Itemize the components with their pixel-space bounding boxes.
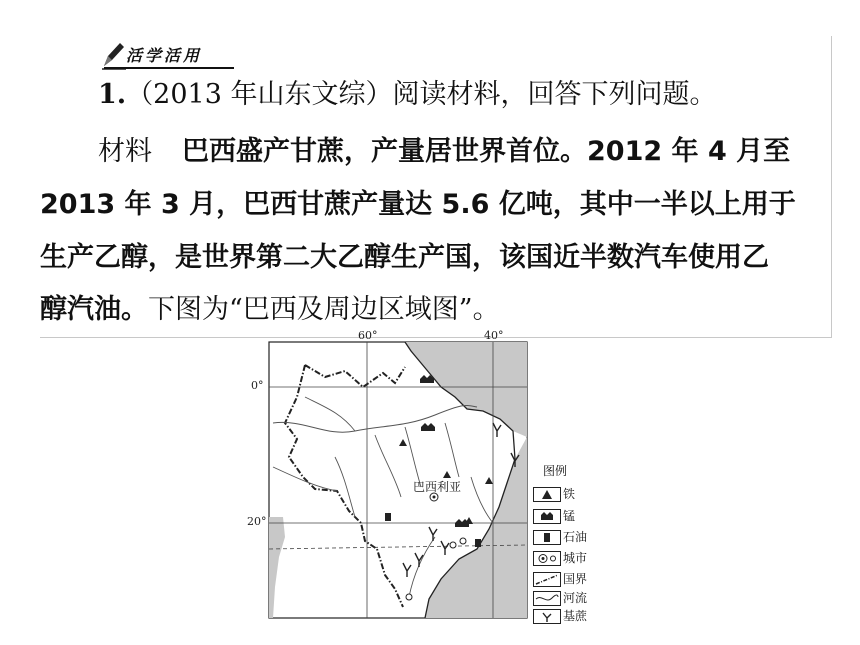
border-icon [533, 572, 561, 587]
city-icon [533, 551, 561, 566]
badge-underline [104, 67, 234, 69]
legend-iron: 铁 [533, 485, 605, 503]
frame-right-border [831, 36, 832, 338]
lat-label-20: 20° [247, 515, 267, 528]
material-line-1 [98, 135, 790, 169]
brasilia-label: 巴西利亚 [413, 480, 462, 494]
legend-river: 河流 [533, 589, 605, 607]
question-text: （2013 年山东文综）阅读材料，回答下列问题。 [126, 79, 717, 110]
question-line [98, 78, 716, 112]
legend-sugarcane: 基蔗 [533, 607, 605, 625]
lat-label-0: 0° [251, 379, 264, 392]
oil-icon [533, 530, 561, 545]
material-line-4 [40, 293, 500, 327]
legend-city: 城市 [533, 549, 605, 567]
sugarcane-icon [533, 609, 561, 624]
legend-border: 国界 [533, 570, 605, 588]
material-text-4: 醇汽油。 [40, 294, 148, 325]
material-line-3: 生产乙醇，是世界第二大乙醇生产国，该国近半数汽车使用乙 [40, 242, 769, 273]
question-number: 1. [98, 79, 127, 110]
figure-caption: 下图为“巴西及周边区域图”。 [148, 294, 500, 325]
legend-manganese: 锰 [533, 507, 605, 525]
city-marker [406, 594, 412, 600]
iron-icon [533, 487, 561, 502]
badge-label: 活学活用 [126, 46, 203, 65]
material-label: 材料 [98, 136, 152, 167]
legend-oil: 石油 [533, 528, 605, 546]
oil-marker [385, 513, 391, 521]
lon-label-60: 60° [358, 329, 378, 342]
pen-icon [100, 40, 126, 70]
manganese-icon [533, 509, 561, 524]
city-marker [460, 538, 466, 544]
lon-label-40: 40° [484, 329, 504, 342]
material-line-2: 2013 年 3 月，巴西甘蔗产量达 5.6 亿吨，其中一半以上用于 [40, 189, 796, 220]
material-text-1: 巴西盛产甘蔗，产量居世界首位。2012 年 4 月至 [182, 136, 791, 167]
oil-marker [475, 539, 481, 547]
city-marker [450, 542, 456, 548]
river-icon [533, 591, 561, 606]
brazil-map-figure [245, 327, 605, 627]
legend-title: 图例 [543, 464, 568, 478]
